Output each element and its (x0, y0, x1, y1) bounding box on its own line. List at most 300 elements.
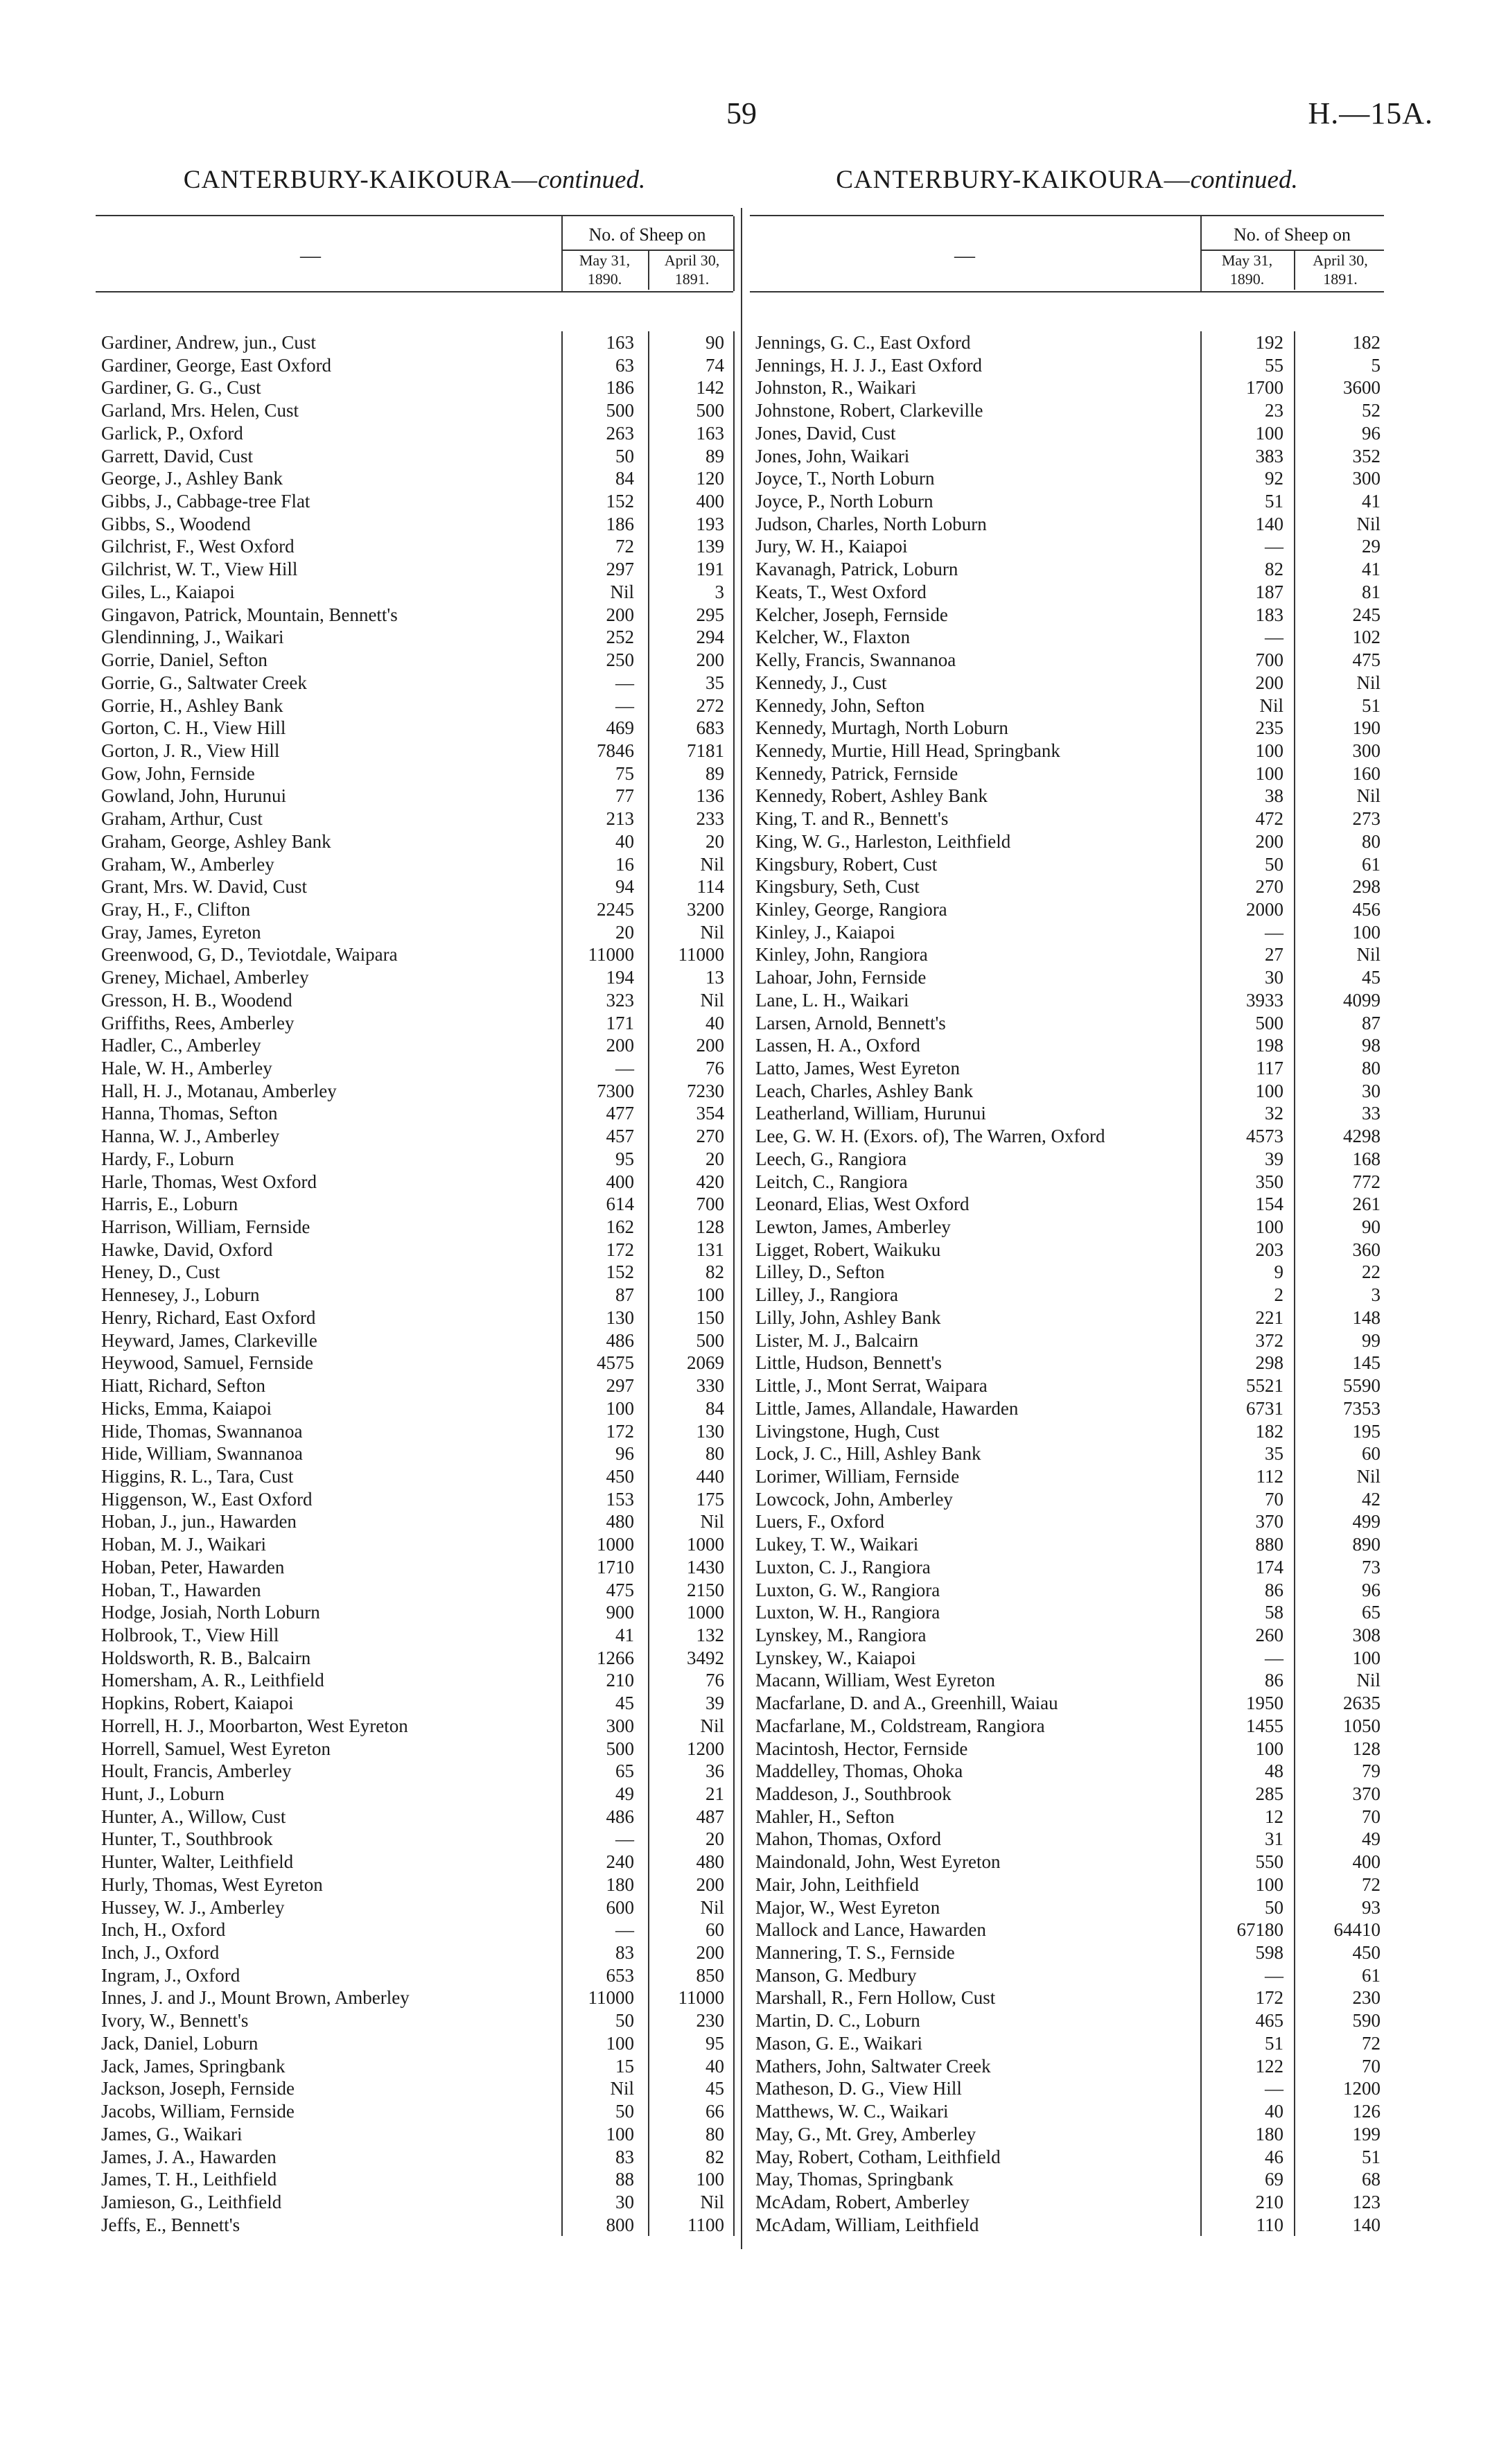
sheep-count-1891: Nil (1356, 513, 1381, 534)
owner-name: Hide, William, Swannanoa (101, 1443, 303, 1465)
sheep-count-1891: 82 (705, 1261, 724, 1283)
table-row (96, 1442, 733, 1465)
sheep-count-1891: 22 (1362, 1261, 1381, 1283)
sheep-count-1890: 154 (1255, 1194, 1283, 1215)
table-row (96, 1488, 733, 1511)
owner-name: Gardiner, Andrew, jun., Cust (101, 332, 316, 353)
owner-name: Kinley, J., Kaiapoi (755, 921, 895, 943)
sheep-count-1891: 41 (1362, 559, 1381, 580)
sheep-count-1891: 2069 (687, 1352, 724, 1374)
table-row (750, 1964, 1384, 1987)
owner-name: Mallock and Lance, Hawarden (755, 1919, 986, 1941)
table-row (96, 1533, 733, 1556)
owner-name: Garrett, David, Cust (101, 445, 253, 466)
owner-name: Hoban, T., Hawarden (101, 1579, 261, 1600)
sheep-count-1890: 500 (606, 400, 634, 421)
table-row (750, 785, 1384, 807)
table-row (96, 2168, 733, 2191)
owner-name: Hide, Thomas, Swannanoa (101, 1420, 303, 1442)
owner-name: Gilchrist, W. T., View Hill (101, 559, 298, 580)
sheep-count-1890: 1455 (1246, 1715, 1283, 1736)
sheep-count-1890: 1000 (597, 1534, 634, 1555)
sheep-count-1890: 614 (606, 1194, 634, 1215)
table-row (96, 2077, 733, 2100)
owner-name: Mahler, H., Sefton (755, 1806, 895, 1827)
sheep-count-1891: 475 (1352, 649, 1381, 671)
owner-name: Larsen, Arnold, Bennett's (755, 1012, 946, 1033)
owner-name: Manson, G. Medbury (755, 1964, 917, 1986)
sheep-count-1891: 96 (1362, 1579, 1381, 1600)
sheep-count-1890: 112 (1256, 1465, 1283, 1487)
sheep-count-1890: 252 (606, 627, 634, 648)
owner-name: Gray, H., F., Clifton (101, 898, 251, 920)
owner-name: Macintosh, Hector, Fernside (755, 1738, 968, 1759)
date-header-1891: April 30, 1891. (648, 251, 735, 290)
sheep-count-1891: 2150 (687, 1579, 724, 1600)
sheep-count-1890: 40 (615, 830, 634, 852)
owner-name: Kelcher, Joseph, Fernside (755, 604, 948, 625)
table-row (96, 422, 733, 445)
owner-name: James, G., Waikari (101, 2123, 243, 2144)
table-row (750, 2100, 1384, 2123)
sheep-count-1891: 36 (705, 1760, 724, 1782)
owner-name: Hoban, J., jun., Hawarden (101, 1511, 297, 1532)
table-row (750, 1012, 1384, 1035)
owner-name: Heney, D., Cust (101, 1261, 220, 1283)
sheep-count-1890: 297 (606, 1375, 634, 1397)
sheep-count-1891: 84 (705, 1397, 724, 1419)
table-row (96, 898, 733, 921)
sheep-count-1890: 50 (615, 2010, 634, 2032)
stub-header: — (300, 244, 321, 267)
sheep-count-1890: 50 (615, 2101, 634, 2122)
date-header-1891: April 30, 1891. (1294, 251, 1385, 290)
sheep-count-1891: Nil (1356, 785, 1381, 807)
table-row (750, 331, 1384, 354)
sheep-count-1891: 45 (1362, 967, 1381, 988)
owner-name: May, G., Mt. Grey, Amberley (755, 2123, 976, 2144)
table-row (96, 762, 733, 785)
sheep-count-1890: 39 (1265, 1148, 1283, 1169)
sheep-count-1890: 240 (606, 1851, 634, 1873)
table-row (750, 1125, 1384, 1148)
table-row (750, 2009, 1384, 2032)
sheep-count-1891: 370 (1352, 1783, 1381, 1804)
owner-name: Hadler, C., Amberley (101, 1035, 261, 1056)
table-row (750, 604, 1384, 627)
sheep-count-1891: 4298 (1343, 1126, 1381, 1147)
owner-name: Little, Hudson, Bennett's (755, 1352, 942, 1374)
sheep-count-1891: 131 (696, 1239, 724, 1260)
date-header-1890: May 31, 1890. (1221, 252, 1273, 288)
sheep-count-1890: 260 (1255, 1624, 1283, 1645)
owner-name: Leitch, C., Rangiora (755, 1171, 908, 1192)
sheep-count-1890: 198 (1255, 1035, 1283, 1056)
table-row (96, 376, 733, 399)
sheep-count-1890: — (615, 672, 634, 693)
sheep-count-1891: 21 (705, 1783, 724, 1804)
sheep-count-1891: 850 (696, 1964, 724, 1986)
sheep-count-1891: 5 (1371, 354, 1381, 376)
sheep-count-1891: Nil (1356, 1670, 1381, 1691)
sheep-count-1890: — (1265, 921, 1283, 943)
sheep-count-1891: 20 (705, 1828, 724, 1850)
table-row (750, 1828, 1384, 1851)
owner-name: Hunter, T., Southbrook (101, 1828, 273, 1850)
sheep-count-1890: 30 (615, 2191, 634, 2212)
table-row (750, 1556, 1384, 1579)
owner-name: Macfarlane, D. and A., Greenhill, Waiau (755, 1693, 1058, 1714)
owner-name: Matthews, W. C., Waikari (755, 2101, 949, 2122)
sheep-count-1890: 477 (606, 1103, 634, 1124)
sheep-count-1891: 890 (1352, 1534, 1381, 1555)
sheep-count-1891: 499 (1352, 1511, 1381, 1532)
owner-name: Graham, Arthur, Cust (101, 808, 263, 830)
sheep-count-1890: 880 (1255, 1534, 1283, 1555)
owner-name: Lane, L. H., Waikari (755, 989, 909, 1011)
sheep-count-1890: 35 (1265, 1443, 1283, 1465)
sheep-count-1890: 450 (606, 1465, 634, 1487)
owner-name: Garland, Mrs. Helen, Cust (101, 400, 299, 421)
sheep-count-1890: 210 (1255, 2191, 1283, 2212)
table-row (750, 2146, 1384, 2169)
sheep-count-1890: 153 (606, 1488, 634, 1510)
sheep-count-1890: 7846 (597, 740, 634, 761)
sheep-count-1891: 772 (1352, 1171, 1381, 1192)
sheep-count-1890: — (615, 1828, 634, 1850)
sheep-count-1890: 130 (606, 1307, 634, 1328)
table-row (750, 1760, 1384, 1783)
owner-name: Gresson, H. B., Woodend (101, 989, 292, 1011)
table-row (96, 626, 733, 649)
owner-name: George, J., Ashley Bank (101, 468, 283, 489)
owner-name: Lukey, T. W., Waikari (755, 1534, 919, 1555)
owner-name: Macann, William, West Eyreton (755, 1670, 995, 1691)
owner-name: Gilchrist, F., West Oxford (101, 536, 295, 557)
table-row (96, 1851, 733, 1873)
sheep-count-1891: 3492 (687, 1647, 724, 1668)
sheep-count-1890: 100 (606, 2123, 634, 2144)
table-row (96, 717, 733, 740)
owner-name: Kavanagh, Patrick, Loburn (755, 559, 958, 580)
sheep-count-1890: 200 (1255, 830, 1283, 852)
table-row (750, 1193, 1384, 1216)
table-row (750, 1601, 1384, 1624)
sheep-count-1891: 11000 (678, 1987, 724, 2009)
sheep-count-1890: 6731 (1246, 1397, 1283, 1419)
owner-name: Innes, J. and J., Mount Brown, Amberley (101, 1987, 410, 2009)
table-row (750, 1420, 1384, 1443)
table-row (96, 989, 733, 1012)
sheep-count-1891: Nil (700, 989, 724, 1011)
sheep-count-1891: 3600 (1343, 377, 1381, 399)
sheep-count-1890: 84 (615, 468, 634, 489)
table-row (750, 422, 1384, 445)
sheep-count-1890: 50 (615, 445, 634, 466)
sheep-count-1890: 72 (615, 536, 634, 557)
sheep-count-1891: Nil (700, 1715, 724, 1736)
sheep-count-1891: 182 (1352, 332, 1381, 353)
table-row (750, 875, 1384, 898)
table-row (750, 1851, 1384, 1873)
table-row (750, 1647, 1384, 1670)
sheep-count-1890: 152 (606, 1261, 634, 1283)
sheep-count-1891: 140 (1352, 2214, 1381, 2235)
table-row (96, 1307, 733, 1329)
table-row (96, 1715, 733, 1738)
owner-name: Jury, W. H., Kaiapoi (755, 536, 908, 557)
sheep-count-1891: 114 (696, 876, 724, 898)
owner-name: Inch, H., Oxford (101, 1919, 226, 1941)
sheep-count-1891: 3 (715, 581, 724, 602)
table-row (96, 2100, 733, 2123)
table-row (750, 1579, 1384, 1602)
sheep-count-1891: 1000 (687, 1534, 724, 1555)
sheep-count-1890: 1266 (597, 1647, 634, 1668)
sheep-count-1891: 35 (705, 672, 724, 693)
table-row (96, 875, 733, 898)
owner-name: Johnstone, Robert, Clarkeville (755, 400, 983, 421)
table-row (96, 1193, 733, 1216)
owner-name: Maddelley, Thomas, Ohoka (755, 1760, 963, 1782)
sheep-count-1891: 7181 (687, 740, 724, 761)
sheep-count-1890: 472 (1255, 808, 1283, 830)
owner-name: Giles, L., Kaiapoi (101, 581, 235, 602)
sheep-count-1890: 65 (615, 1760, 634, 1782)
sheep-count-1891: 700 (696, 1194, 724, 1215)
table-row (96, 649, 733, 672)
sheep-count-1890: 86 (1265, 1670, 1283, 1691)
sheep-count-1890: — (615, 1058, 634, 1078)
table-row (96, 1352, 733, 1374)
sheep-count-1890: 100 (606, 2032, 634, 2054)
owner-name: Matheson, D. G., View Hill (755, 2078, 962, 2099)
sheep-count-1891: 330 (696, 1375, 724, 1397)
table-row (96, 2055, 733, 2078)
table-row (96, 672, 733, 694)
sheep-count-1891: 500 (696, 400, 724, 421)
owner-name: Lister, M. J., Balcairn (755, 1329, 919, 1351)
sheep-count-1891: 89 (705, 445, 724, 466)
owner-name: Kennedy, Robert, Ashley Bank (755, 785, 988, 807)
sheep-count-1891: 123 (1352, 2191, 1381, 2212)
sheep-count-1891: 102 (1352, 627, 1381, 648)
table-row (96, 2214, 733, 2237)
sheep-count-1890: 372 (1255, 1329, 1283, 1351)
sheep-count-1891: 294 (696, 627, 724, 648)
sheep-count-1891: 163 (696, 422, 724, 444)
sheep-count-1890: 100 (1255, 1873, 1283, 1895)
sheep-count-1890: Nil (1259, 694, 1283, 716)
sheep-count-header: No. of Sheep on (561, 220, 733, 251)
owner-name: Lynskey, M., Rangiora (755, 1624, 927, 1645)
owner-name: Homersham, A. R., Leithfield (101, 1670, 324, 1691)
sheep-count-1890: — (1265, 1964, 1283, 1986)
owner-name: Harrison, William, Fernside (101, 1216, 310, 1238)
sheep-count-1891: 80 (705, 2123, 724, 2144)
owner-name: Luxton, G. W., Rangiora (755, 1579, 940, 1600)
sheep-count-1891: 40 (705, 2055, 724, 2077)
sheep-count-1891: 100 (696, 2169, 724, 2190)
table-row (750, 2168, 1384, 2191)
sheep-count-1890: — (1265, 627, 1283, 648)
sheep-count-1890: 82 (1265, 559, 1283, 580)
sheep-count-1891: 295 (696, 604, 724, 625)
sheep-count-1890: 9 (1274, 1261, 1283, 1283)
owner-name: Mair, John, Leithfield (755, 1873, 919, 1895)
table-header (750, 215, 1384, 292)
owner-name: Kennedy, Murtagh, North Loburn (755, 717, 1008, 739)
table-row (750, 1873, 1384, 1896)
sheep-count-1891: 273 (1352, 808, 1381, 830)
owner-name: Leech, G., Rangiora (755, 1148, 907, 1169)
sheep-count-1890: — (615, 694, 634, 716)
sheep-count-1891: 72 (1362, 1873, 1381, 1895)
sheep-count-1891: 199 (1352, 2123, 1381, 2144)
sheep-count-1890: 40 (1265, 2101, 1283, 2122)
sheep-count-1891: 42 (1362, 1488, 1381, 1510)
sheep-count-1891: 79 (1362, 1760, 1381, 1782)
table-row (96, 399, 733, 422)
sheep-count-1890: 11000 (588, 1987, 634, 2009)
owner-name: Gorton, J. R., View Hill (101, 740, 280, 761)
table-row (96, 558, 733, 581)
owner-name: Hardy, F., Loburn (101, 1148, 234, 1169)
sheep-count-1890: 186 (606, 513, 634, 534)
sheep-count-1890: 285 (1255, 1783, 1283, 1804)
owner-name: Marshall, R., Fern Hollow, Cust (755, 1987, 996, 2009)
sheep-count-1891: Nil (700, 1896, 724, 1918)
sheep-count-1890: 83 (615, 1942, 634, 1964)
sheep-count-1890: 270 (1255, 876, 1283, 898)
sheep-count-1891: 300 (1352, 468, 1381, 489)
sheep-count-1890: 221 (1255, 1307, 1283, 1328)
table-row (96, 1239, 733, 1261)
owner-name: Horrell, H. J., Moorbarton, West Eyreton (101, 1715, 408, 1736)
owner-name: James, J. A., Hawarden (101, 2146, 277, 2167)
table-row (750, 1148, 1384, 1171)
sheep-count-1891: 272 (696, 694, 724, 716)
owner-name: Kinley, John, Rangiora (755, 944, 928, 965)
owner-name: Kelly, Francis, Swannanoa (755, 649, 956, 671)
owner-name: Hussey, W. J., Amberley (101, 1896, 285, 1918)
owner-name: Ligget, Robert, Waikuku (755, 1239, 941, 1260)
sheep-count-1890: 100 (606, 1397, 634, 1419)
sheep-count-1891: 64410 (1333, 1919, 1381, 1941)
owner-name: Hunt, J., Loburn (101, 1783, 225, 1804)
table-row (750, 1896, 1384, 1919)
sheep-count-1891: 100 (696, 1284, 724, 1306)
owner-name: Ingram, J., Oxford (101, 1964, 240, 1986)
table-row (750, 626, 1384, 649)
sheep-count-1890: 1710 (597, 1556, 634, 1578)
owner-name: Hodge, Josiah, North Loburn (101, 1602, 320, 1623)
sheep-count-1890: 51 (1265, 491, 1283, 512)
sheep-count-1891: 200 (696, 1942, 724, 1964)
table-row (96, 1828, 733, 1851)
sheep-count-1890: 465 (1255, 2010, 1283, 2032)
sheep-count-1891: 142 (696, 377, 724, 399)
table-row (750, 2191, 1384, 2214)
table-row (750, 581, 1384, 604)
table-row (750, 1216, 1384, 1239)
sheep-count-1890: 2 (1274, 1284, 1283, 1306)
sheep-count-1890: 300 (606, 1715, 634, 1736)
table-row (96, 1102, 733, 1125)
owner-name: May, Thomas, Springbank (755, 2169, 954, 2190)
sheep-count-1890: 87 (615, 1284, 634, 1306)
table-row (96, 1873, 733, 1896)
table-row (750, 490, 1384, 513)
sheep-count-1890: 263 (606, 422, 634, 444)
owner-name: Jackson, Joseph, Fernside (101, 2078, 295, 2099)
table-row (96, 921, 733, 944)
sheep-count-1890: 475 (606, 1579, 634, 1600)
sheep-count-1891: 70 (1362, 2055, 1381, 2077)
table-row (96, 807, 733, 830)
sheep-count-1890: 213 (606, 808, 634, 830)
owner-name: Ivory, W., Bennett's (101, 2010, 249, 2032)
table-row (750, 1057, 1384, 1080)
document-reference: H.—15A. (1308, 96, 1433, 130)
owner-name: Lilley, J., Rangiora (755, 1284, 898, 1306)
sheep-count-1891: 261 (1352, 1194, 1381, 1215)
sheep-count-1891: 2635 (1343, 1693, 1381, 1714)
sheep-count-1890: 186 (606, 377, 634, 399)
sheep-count-1891: 70 (1362, 1806, 1381, 1827)
sheep-count-1891: 61 (1362, 853, 1381, 875)
sheep-count-1891: 683 (696, 717, 724, 739)
sheep-count-1891: 100 (1352, 921, 1381, 943)
table-header (96, 215, 733, 292)
sheep-count-1891: 20 (705, 1148, 724, 1169)
table-row (96, 1647, 733, 1670)
table-row (96, 2191, 733, 2214)
sheep-count-1891: Nil (700, 1511, 724, 1532)
owner-name: Macfarlane, M., Coldstream, Rangiora (755, 1715, 1045, 1736)
owner-name: Leonard, Elias, West Oxford (755, 1194, 970, 1215)
owner-name: Hicks, Emma, Kaiapoi (101, 1397, 272, 1419)
table-row (750, 1669, 1384, 1692)
owner-name: May, Robert, Cotham, Leithfield (755, 2146, 1001, 2167)
owner-name: Heywood, Samuel, Fernside (101, 1352, 313, 1374)
sheep-count-1890: 110 (1256, 2214, 1283, 2235)
sheep-count-1890: 486 (606, 1329, 634, 1351)
sheep-count-1891: Nil (1356, 672, 1381, 693)
table-row (750, 1374, 1384, 1397)
sheep-count-1890: 100 (1255, 422, 1283, 444)
table-row (96, 1986, 733, 2009)
sheep-count-1891: 4099 (1343, 989, 1381, 1011)
table-row (750, 1261, 1384, 1284)
table-row (96, 354, 733, 377)
sheep-count-1890: 550 (1255, 1851, 1283, 1873)
sheep-count-1890: 50 (1265, 853, 1283, 875)
table-row (96, 490, 733, 513)
owner-name: Holbrook, T., View Hill (101, 1624, 279, 1645)
table-row (96, 1760, 733, 1783)
sheep-count-1890: 172 (1255, 1987, 1283, 2009)
owner-name: Mathers, John, Saltwater Creek (755, 2055, 991, 2077)
sheep-count-1891: 440 (696, 1465, 724, 1487)
table-row (750, 1171, 1384, 1194)
sheep-count-1891: 80 (1362, 1058, 1381, 1078)
sheep-count-1891: 145 (1352, 1352, 1381, 1374)
sheep-count-1891: 98 (1362, 1035, 1381, 1056)
sheep-count-1891: 13 (705, 967, 724, 988)
owner-name: McAdam, Robert, Amberley (755, 2191, 970, 2212)
table-row (96, 604, 733, 627)
